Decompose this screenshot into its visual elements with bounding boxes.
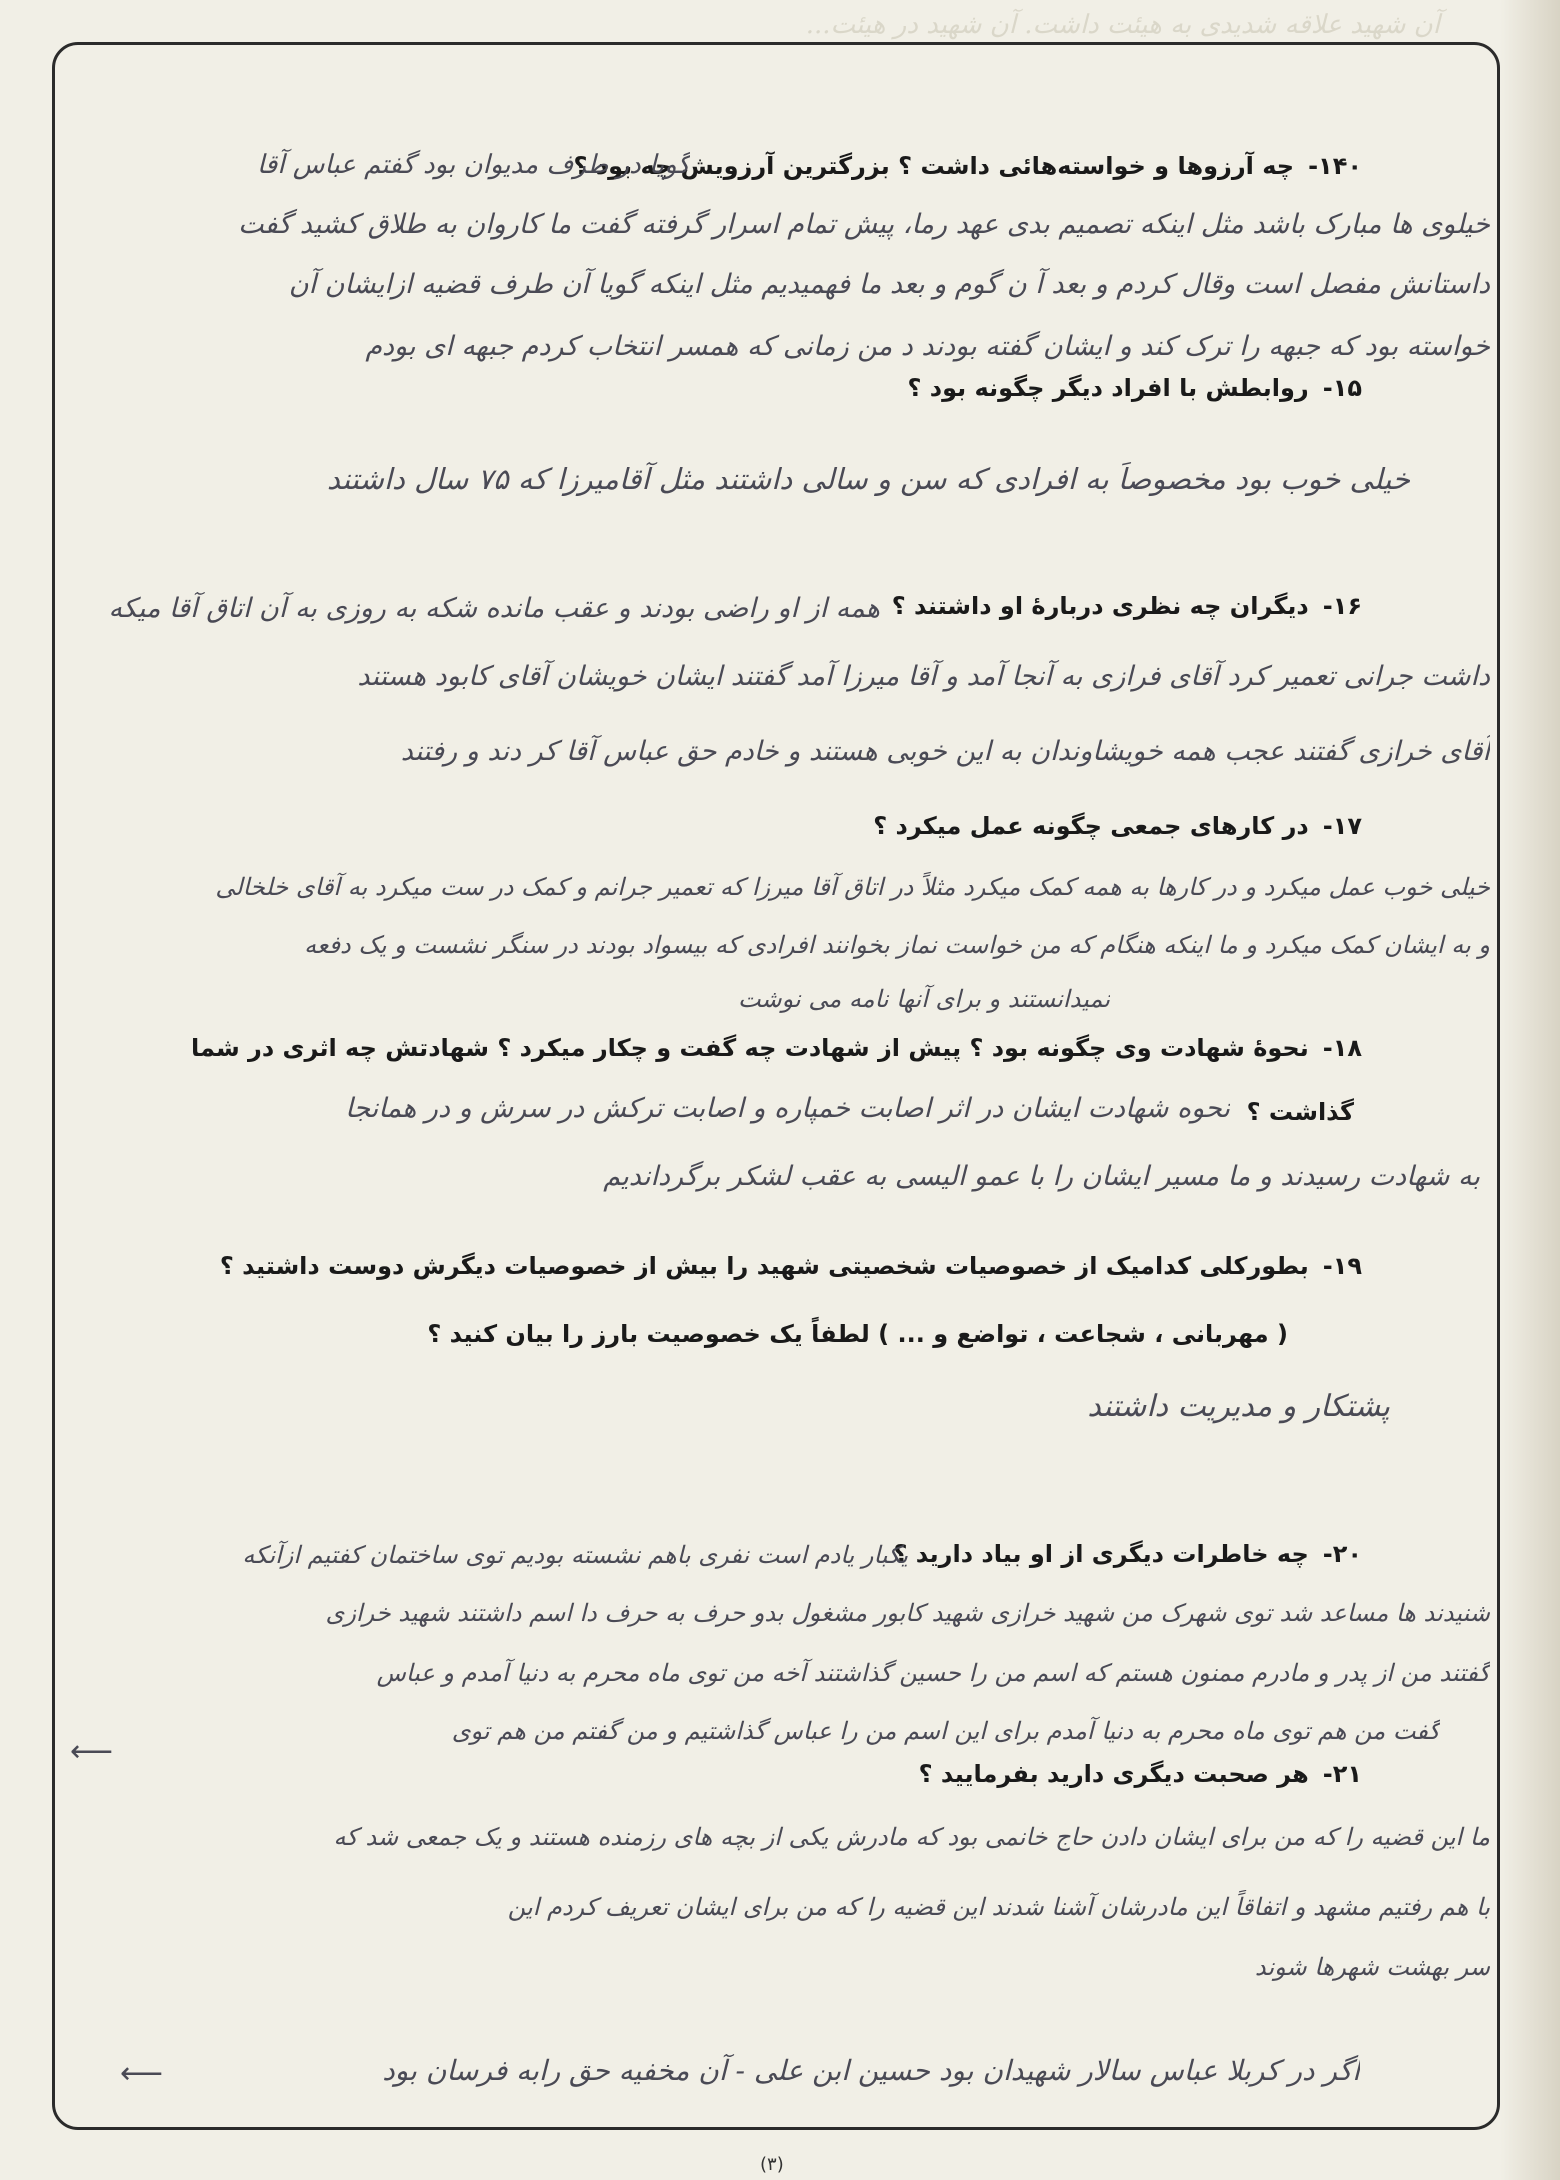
answer-line: شنیدند ها مساعد شد توی شهرک من شهید خرازی شهید کابور مشغول بدو حرف به حرف دا اسم داشتند شهید خرازی: [325, 1599, 1490, 1627]
answer-line: داستانش مفصل است وقال کردم و بعد آ ن گوم و بعد ما فهمیدیم مثل اینکه گویا آن طرف قضیه ازایشان آن: [288, 269, 1490, 300]
question-text: هر صحبت دیگری دارید بفرمایید ؟: [918, 1760, 1309, 1788]
answer-line: و به ایشان کمک میکرد و ما اینکه هنگام که من خواست نماز بخوانند افرادی که بیسواد بودند در سنگر نشست و یک دفعه: [304, 931, 1490, 959]
answer-line: پشتکار و مدیریت داشتند: [1087, 1390, 1390, 1424]
question-number: ۱۷-: [1322, 812, 1362, 840]
page-fold-shadow: [1500, 0, 1560, 2180]
continuation-arrow-icon: ⟵: [120, 2056, 164, 2091]
question-text: دیگران چه نظری دربارهٔ او داشتند ؟: [891, 592, 1309, 620]
answer-line: سر بهشت شهرها شوند: [1254, 1953, 1490, 1981]
answer-line: خیلوی ها مبارک باشد مثل اینکه تصمیم بدی عهد رما، پیش تمام اسرار گرفته گفت ما کاروان به طلاق کشید گفت: [238, 209, 1490, 240]
answer-line: خواسته بود که جبهه را ترک کند و ایشان گفته بودند د من زمانی که همسر انتخاب کردم جبهه ای بودم: [365, 331, 1490, 362]
answer-inline: گویا در طرف مدیوان بود گفتم عباس آقا: [256, 150, 690, 180]
answer-line: به شهادت رسیدند و ما مسیر ایشان را با عمو الیسی به عقب لشکر برگرداندیم: [603, 1161, 1480, 1192]
question-19-continuation: [427, 1318, 1288, 1350]
bleed-through-text: آن شهید علاقه شدیدی به هیئت داشت. آن شهید در هیئت...: [805, 10, 1440, 40]
question-number: ۱۶-: [1322, 592, 1362, 620]
question-19: [220, 1250, 1362, 1282]
question-text: ( مهربانی ، شجاعت ، تواضع و ... ) لطفاً یک خصوصیت بارز را بیان کنید ؟: [427, 1320, 1288, 1348]
question-number: ۲۱-: [1322, 1760, 1362, 1788]
question-15: [908, 372, 1363, 404]
question-number: ۲۰-: [1322, 1540, 1362, 1568]
question-21: [919, 1758, 1362, 1790]
answer-inline: همه از او راضی بودند و عقب مانده شکه به روزی به آن اتاق آقا میکه: [108, 593, 880, 624]
question-20: [894, 1538, 1362, 1570]
answer-line: گفت من هم توی ماه محرم به دنیا آمدم برای این اسم من را عباس گذاشتیم و من گفتم من هم توی: [451, 1717, 1440, 1745]
question-text: چه خاطرات دیگری از او بیاد دارید ؟: [893, 1540, 1309, 1568]
question-18: [191, 1032, 1362, 1064]
answer-line: ما این قضیه را که من برای ایشان دادن حاج خانمی بود که مادرش یکی از بچه های رزمنده هستند و یک جمعی شد که: [333, 1823, 1490, 1851]
answer-line: گفتند من از پدر و مادرم ممنون هستم که اسم من را حسین گذاشتند آخه من توی ماه محرم به دنیا آمدم و عباس: [376, 1659, 1490, 1687]
question-number: ۱۸-: [1322, 1034, 1362, 1062]
page-number: (۳): [760, 2154, 784, 2175]
answer-inline: یکبار یادم است نفری باهم نشسته بودیم توی ساختمان کفتیم ازآنکه: [242, 1541, 908, 1569]
question-number: ۱۵-: [1322, 374, 1362, 402]
question-text: گذاشت ؟: [1246, 1098, 1354, 1126]
question-18-continuation: [1247, 1096, 1354, 1128]
question-text: نحوهٔ شهادت وی چگونه بود ؟ پیش از شهادت چه گفت و چکار میکرد ؟ شهادتش چه اثری در شما: [190, 1034, 1309, 1062]
question-number: ۱۴۰-: [1308, 152, 1362, 180]
answer-line: نمیدانستند و برای آنها نامه می نوشت: [737, 985, 1110, 1013]
answer-inline: نحوه شهادت ایشان در اثر اصابت خمپاره و اصابت ترکش در سرش و در همانجا: [345, 1093, 1230, 1124]
answer-line: آقای خرازی گفتند عجب همه خویشاوندان به این خوبی هستند و خادم حق عباس آقا کر دند و رفتند: [400, 736, 1490, 767]
question-text: بطورکلی کدامیک از خصوصیات شخصیتی شهید را بیش از خصوصیات دیگرش دوست داشتید ؟: [219, 1252, 1309, 1280]
question-16: [892, 590, 1362, 622]
question-text: در کارهای جمعی چگونه عمل میکرد ؟: [873, 812, 1309, 840]
answer-line: با هم رفتیم مشهد و اتفاقاً این مادرشان آشنا شدند این قضیه را که من برای ایشان تعریف کردم این: [507, 1893, 1490, 1921]
question-number: ۱۹-: [1322, 1252, 1362, 1280]
question-text: روابطش با افراد دیگر چگونه بود ؟: [907, 374, 1309, 402]
answer-line: اگر در کربلا عباس سالار شهیدان بود حسین ابن علی - آن مخفیه حق رابه فرسان بود: [382, 2054, 1360, 2087]
question-14: [573, 150, 1362, 182]
question-17: [873, 810, 1362, 842]
answer-line: خیلی خوب عمل میکرد و در کارها به همه کمک میکرد مثلاً در اتاق آقا میرزا که تعمیر جرانم و کمک در ست میکرد به آقای خلخالی: [215, 873, 1490, 901]
continuation-arrow-icon: ⟵: [70, 1734, 114, 1769]
answer-line: خیلی خوب بود مخصوصاً به افرادی که سن و سالی داشتند مثل آقامیرزا که ۷۵ سال داشتند: [326, 462, 1410, 496]
question-text: چه آرزوها و خواسته‌هائی داشت ؟ بزرگترین آرزویش چه بود ؟: [573, 152, 1295, 180]
answer-line: داشت جرانی تعمیر کرد آقای فرازی به آنجا آمد و آقا میرزا آمد گفتند ایشان خویشان آقای کابود هستند: [357, 661, 1490, 692]
